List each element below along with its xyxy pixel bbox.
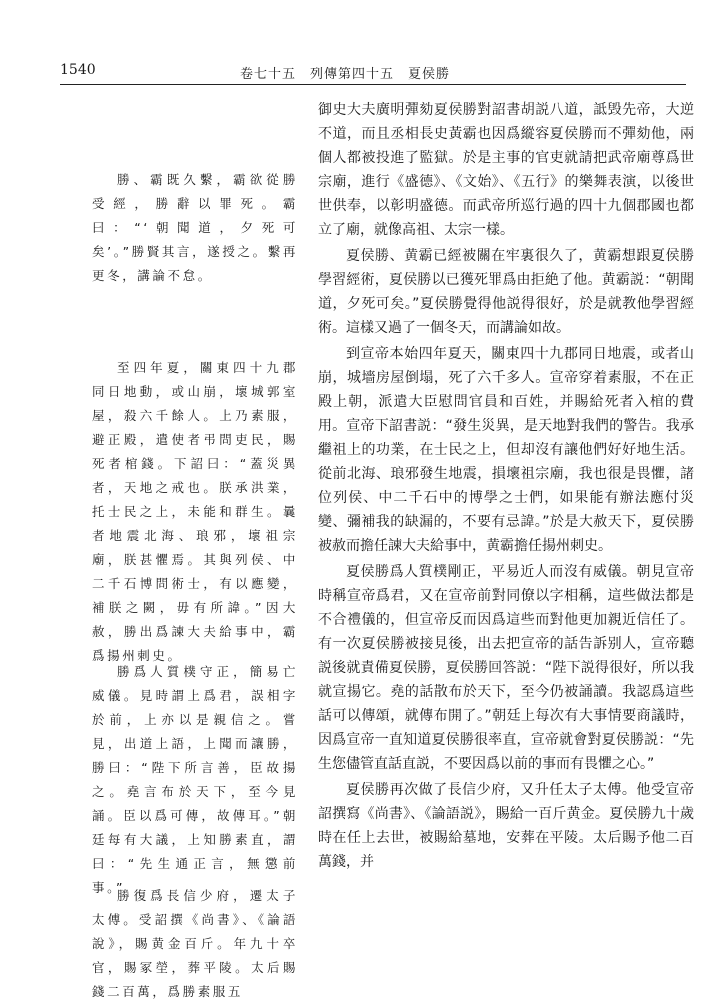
- original-paragraph: 至四年夏，關東四十九郡同日地動，或山崩，壞城郭室屋，殺六千餘人。上乃素服，避正殿，遣使者弔問吏民，賜死者棺錢。下詔曰：“蓋災異者，天地之戒也。朕承洪業，托士民之上，未能和群生。曩者地震北海、琅邪，壞祖宗廟，朕甚懼焉。其與列侯、中二千石博問術士，有以應變，補朕之闕，毋有所諱。”因大赦，勝出爲諫大夫給事中，霸爲揚州刺史。: [92, 360, 298, 663]
- translation-paragraph: 夏侯勝、黄霸已經被關在牢裏很久了，黄霸想跟夏侯勝學習經術，夏侯勝以已獲死罪爲由拒絶了他。黄霸説：“朝聞道，夕死可矣。”夏侯勝覺得他説得很好，於是就教他學習經術。這樣又過了一個冬天，而講論如故。: [318, 248, 694, 336]
- translation-paragraph: 到宣帝本始四年夏天，關東四十九郡同日地震，或者山崩，城墻房屋倒塌，死了六千多人。宣帝穿着素服，不在正殿上朝，派遣大臣慰問官員和百姓，并賜給死者入棺的費用。宣帝下詔書説：“發生災異，是天地對我們的警告。我承繼祖上的功業，在士民之上，但却沒有讓他們好好地生活。從前北海、琅邪發生地震，損壞祖宗廟，我也很是畏懼，諸位列侯、中二千石中的博學之士們，如果能有辦法應付災變、彌補我的缺漏的，不要有忌諱。”於是大赦天下，夏侯勝被赦而擔任諫大夫給事中，黄霸擔任揚州刺史。: [318, 346, 694, 554]
- translation-paragraph: 夏侯勝爲人質樸剛正，平易近人而沒有威儀。朝見宣帝時稱宣帝爲君，又在宣帝前對同僚以字相稱，這些做法都是不合禮儀的，但宣帝反而因爲這些而對他更加親近信任了。有一次夏侯勝被接見後，出去把宣帝的話告訴别人，宣帝聽説後就責備夏侯勝，夏侯勝回答説：“陛下説得很好，所以我就宣揚它。堯的話散布於天下，至今仍被誦讀。我認爲這些話可以傳頌，就傳布開了。”朝廷上每次有大事情要商議時，因爲宣帝一直知道夏侯勝很率直，宣帝就會對夏侯勝説：“先生您儘管直話直説，不要因爲以前的事而有畏懼之心。”: [318, 564, 694, 772]
- original-paragraph: 勝復爲長信少府，遷太子太傅。受詔撰《尚書》、《論語說》，賜黄金百斤。年九十卒官，賜冢塋，葬平陵。太后賜錢二百萬，爲勝素服五: [92, 888, 298, 999]
- running-header: [60, 62, 686, 85]
- translation-column: [318, 98, 694, 876]
- original-paragraph: 勝爲人質樸守正，簡易亡威儀。見時謂上爲君，誤相字於前，上亦以是親信之。嘗見，出道上語，上聞而讓勝，勝曰：“陛下所言善，臣故揚之。堯言布於天下，至今見誦。臣以爲可傳，故傳耳。”朝廷每有大議，上知勝素直，謂曰：“先生通正言，無懲前事。”: [92, 664, 298, 895]
- original-paragraph: 勝、霸既久繫，霸欲從勝受經，勝辭以罪死。霸曰：“‘朝聞道，夕死可矣’。”勝賢其言，遂授之。繫再更冬，講論不怠。: [92, 172, 298, 283]
- translation-paragraph: 御史大夫廣明彈劾夏侯勝對詔書胡説八道，詆毁先帝，大逆不道，而且丞相長史黃霸也因爲縱容夏侯勝而不彈劾他，兩個人都被投進了監獄。於是主事的官吏就請把武帝廟尊爲世宗廟，進行《盛德》、《文始》、《五行》的樂舞表演，以後世世供奉，以彰明盛德。而武帝所巡行過的四十九個郡國也都立了廟，就像高祖、太宗一樣。: [318, 102, 694, 238]
- running-head-title: 卷七十五 列傳第四十五 夏侯勝: [240, 67, 451, 82]
- page-number: 1540: [60, 62, 96, 78]
- translation-paragraph: 夏侯勝再次做了長信少府，又升任太子太傅。他受宣帝詔撰寫《尚書》、《論語説》，賜給一百斤黄金。夏侯勝九十歲時在任上去世，被賜給墓地，安葬在平陵。太后賜予他二百萬錢，并: [318, 782, 694, 870]
